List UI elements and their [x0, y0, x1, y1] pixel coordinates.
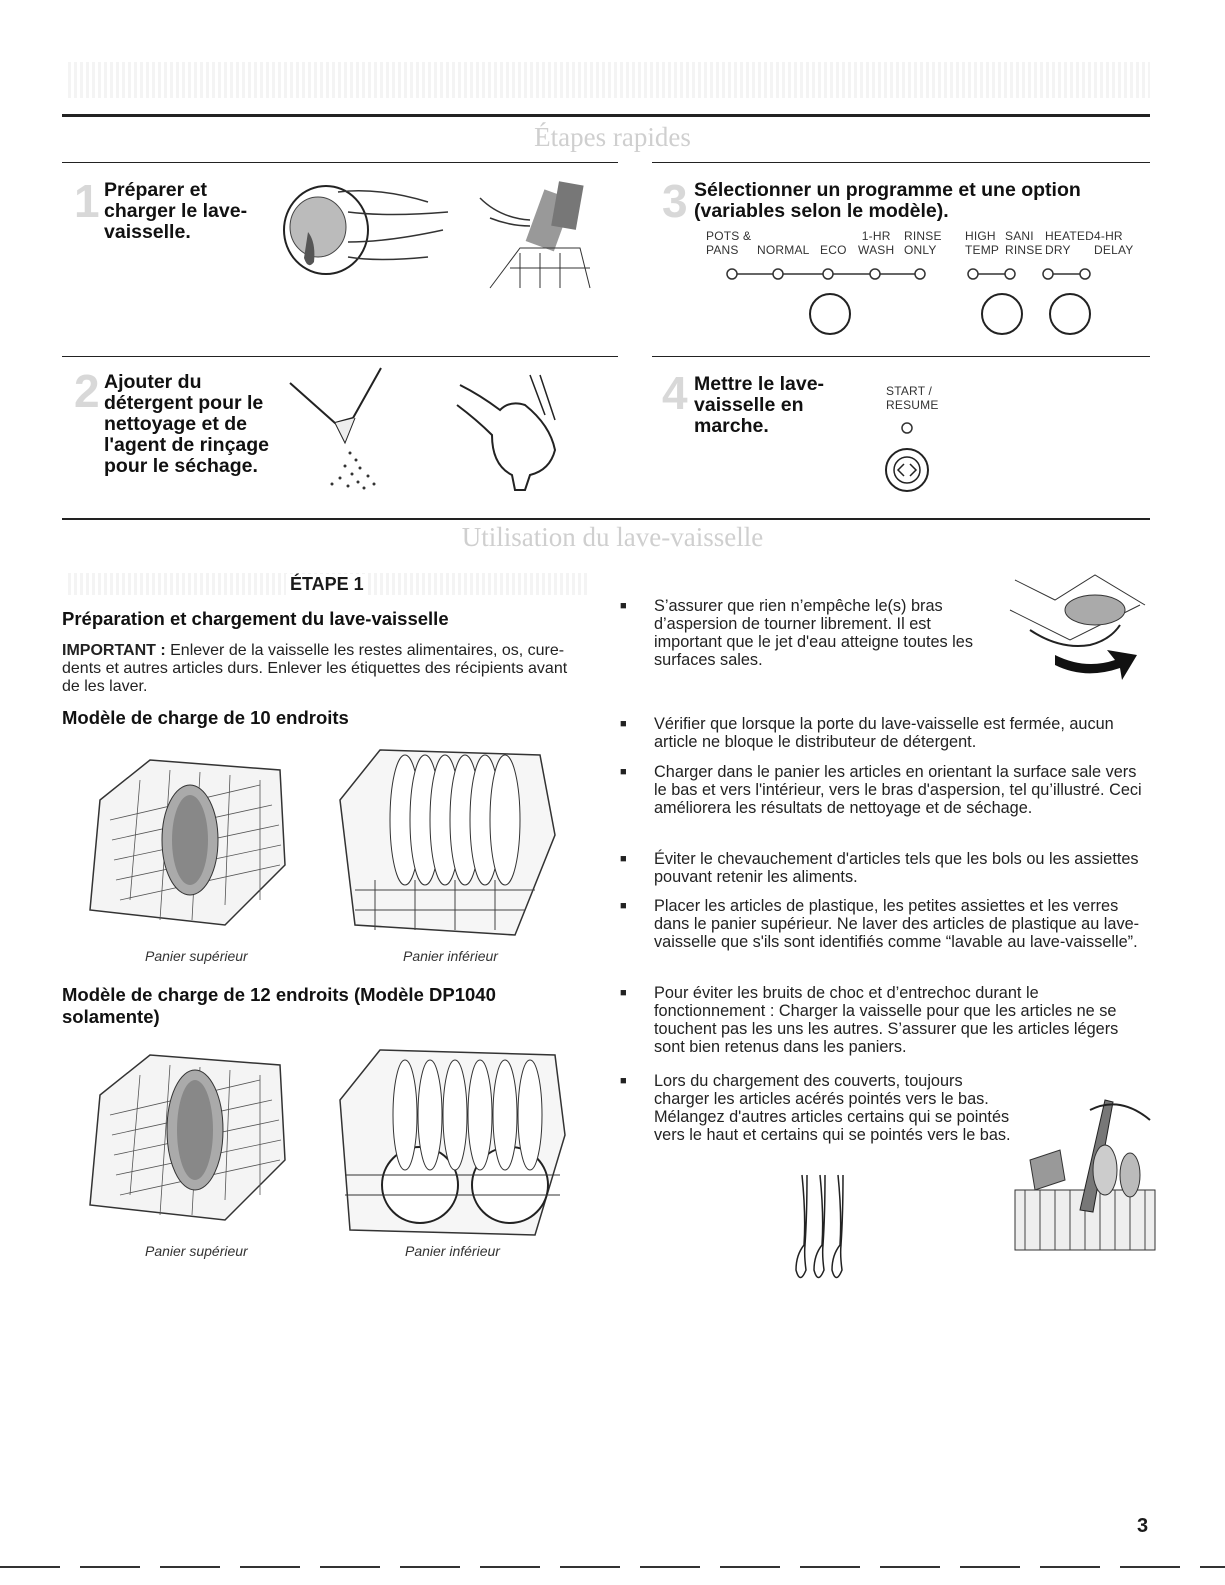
model10-heading: Modèle de charge de 10 endroits [62, 707, 349, 728]
step-4-number: 4 [662, 367, 688, 419]
upper-rack-12-illustration [80, 1035, 300, 1235]
step-3-number: 3 [662, 175, 688, 227]
bullet-spray-arm: ■ S’assurer que rien n’empêche le(s) bras d’aspersion de tourner librement. Il est important que le jet d'eau atteigne toutes les surfaces sales. [654, 597, 990, 669]
bullet-avoid-overlap: ■ Éviter le chevauchement d'articles tels que les bols ou les assiettes pouvant retenir les aliments. [654, 850, 1150, 886]
bottom-edge [0, 1566, 1225, 1568]
step-3-text: Sélectionner un programme et une option (variables selon le modèle). [694, 179, 1081, 222]
bullet-noise: ■ Pour éviter les bruits de choc et d’entrechoc durant le fonctionnement : Charger la vaisselle pour que les articles ne se touchent pas les uns les autres. S’assurer que les articles légers sont bien retenus dans les paniers. [654, 984, 1150, 1056]
usage-rule [62, 518, 1150, 520]
option-heated-dry: HEATED DRY [1045, 229, 1094, 257]
lower-rack-illustration [335, 740, 560, 940]
caption-upper-12: Panier supérieur [145, 1243, 248, 1259]
lower-rack-12-illustration [335, 1035, 570, 1235]
prep-heading: Préparation et chargement du lave-vaisselle [62, 608, 449, 629]
bullet-load-orientation: ■ Charger dans le panier les articles en orientant la surface sale vers le bas et vers l'intérieur, vers le bras d'aspersion, tel qu’illustré. Ceci améliorera les résultats de nettoyage et de séchage. [654, 763, 1150, 817]
upper-rack-illustration [80, 740, 300, 940]
bullet-silverware: ■ Lors du chargement des couverts, toujours charger les articles acérés pointés vers le bas. Mélangez d'autres articles certains qui se pointés vers le haut et certains qui se pointés vers le bas. [654, 1072, 1014, 1144]
option-4hr-delay: 4-HR DELAY [1094, 229, 1134, 257]
cycle-pots: POTS & PANS [706, 229, 752, 257]
caption-upper-10: Panier supérieur [145, 948, 248, 964]
utensils-illustration [780, 1170, 860, 1290]
silverware-basket-illustration [1010, 1090, 1155, 1250]
bullet-plastic-items: ■ Placer les articles de plastique, les petites assiettes et les verres dans le panier supérieur. Ne laver des articles de plastique au lave-vaisselle que s'ils sont identifiés comme “lavable au lave-vaisselle”. [654, 897, 1150, 951]
option-high-temp: HIGH TEMP [965, 229, 1000, 257]
caption-lower-12: Panier inférieur [405, 1243, 500, 1259]
caption-lower-10: Panier inférieur [403, 948, 498, 964]
page-number: 3 [1137, 1515, 1149, 1537]
bullet-detergent-dispenser: ■ Vérifier que lorsque la porte du lave-vaisselle est fermée, aucun article ne bloque le distributeur de détergent. [654, 715, 1150, 751]
step-1-text: Préparer et charger le lave-vaisselle. [104, 179, 248, 243]
option-sani-rinse: SANI RINSE [1005, 229, 1043, 257]
model12-heading: Modèle de charge de 12 endroits (Modèle DP1040 solamente) [62, 984, 496, 1027]
start-button[interactable] [880, 420, 940, 500]
step-2-number: 2 [74, 365, 100, 417]
step-label: ÉTAPE 1 [286, 574, 368, 595]
start-resume-label: START / RESUME [886, 384, 939, 412]
loading-glasses-illustration [470, 178, 600, 293]
top-rule [62, 114, 1150, 117]
rule-right-1 [652, 162, 1150, 163]
plate-scraping-illustration [278, 172, 458, 292]
step-2-text: Ajouter du détergent pour le nettoyage et de l'agent de rinçage pour le séchage. [104, 371, 270, 477]
header-band [68, 62, 1150, 98]
step-4-text: Mettre le lave-vaisselle en marche. [694, 373, 825, 437]
cycle-1hr: 1-HR WASH [858, 229, 895, 257]
rule-left-1 [62, 162, 618, 163]
step-1-number: 1 [74, 175, 100, 227]
cycle-eco: ECO [820, 243, 847, 257]
usage-title: Utilisation du lave-vaisselle [461, 522, 764, 552]
rule-right-2 [652, 356, 1150, 357]
spray-arm-illustration [1010, 570, 1150, 690]
quick-steps-title: Étapes rapides [534, 122, 691, 152]
cycle-rinse: RINSE ONLY [904, 229, 942, 257]
rinse-aid-illustration [460, 370, 570, 495]
control-panel-lights [720, 262, 1120, 342]
cycle-normal: NORMAL [757, 243, 810, 257]
detergent-pouring-illustration [290, 368, 410, 493]
important-paragraph: IMPORTANT : Enlever de la vaisselle les restes alimentaires, os, cure-dents et autres articles durs. Enlever les étiquettes des récipients avant de les laver. [62, 642, 568, 695]
rule-left-2 [62, 356, 618, 357]
